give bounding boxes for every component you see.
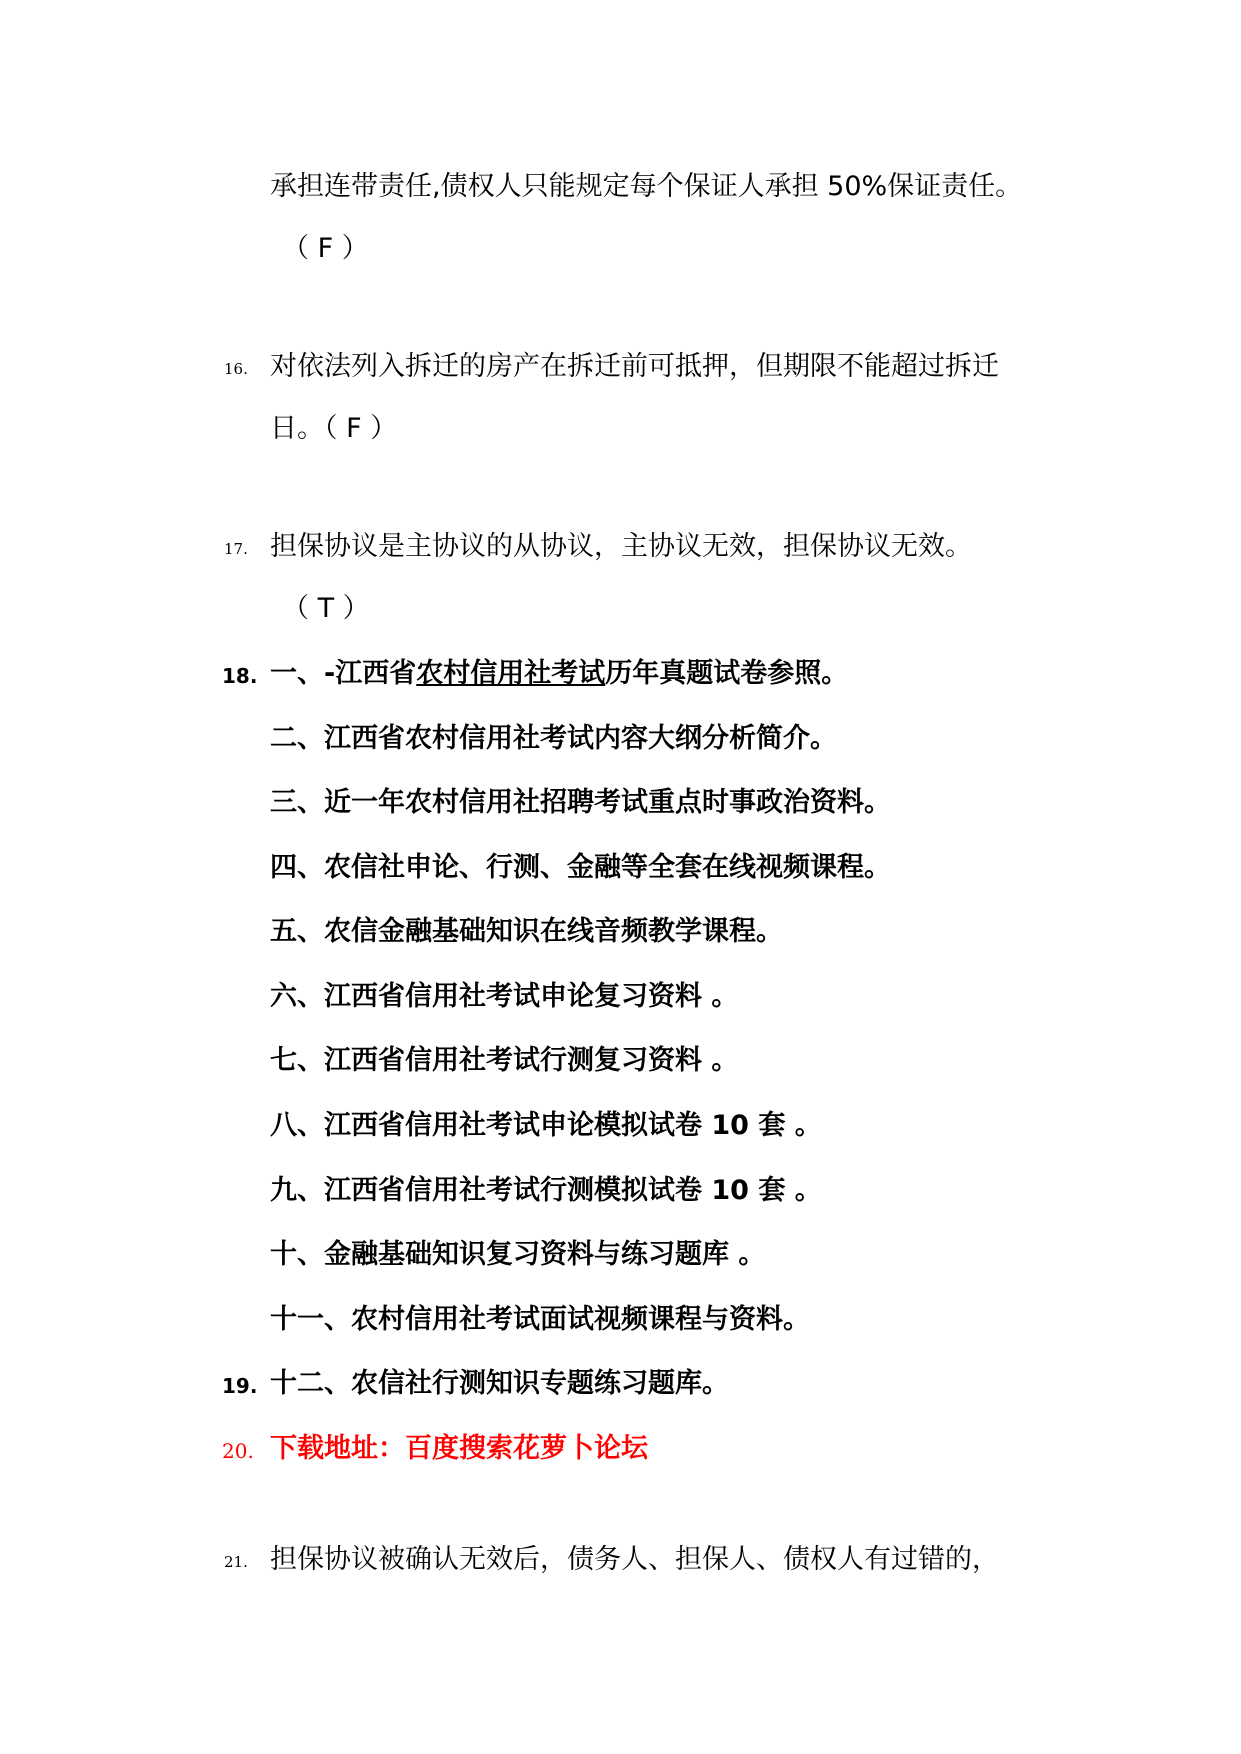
item18-first-suffix: 历年真题试卷参照。 [605,658,849,689]
item18-first-prefix: 一、-江西省 [270,658,417,689]
item16-line2: 日。（ F ） [270,413,398,444]
item17-line1: 担保协议是主协议的从协议，主协议无效，担保协议无效。 [270,531,972,562]
item15-line1: 承担连带责任,债权人只能规定每个保证人承担 50%保证责任。 [270,171,1023,202]
item15-answer: （ F ） [282,233,369,264]
item18-line-11: 十一、农村信用社考试面试视频课程与资料。 [270,1304,810,1335]
item18-line-7: 七、江西省信用社考试行测复习资料 。 [270,1045,739,1076]
item19-text: 十二、农信社行测知识专题练习题库。 [270,1368,729,1399]
item18-line-10: 十、金融基础知识复习资料与练习题库 。 [270,1239,766,1270]
item17-number: 17. [224,540,248,558]
item18-first-link[interactable]: 农村信用社考试 [416,658,606,689]
item16-number: 16. [224,360,248,378]
item21-number: 21. [224,1553,248,1571]
item18-line-4: 四、农信社申论、行测、金融等全套在线视频课程。 [270,852,891,883]
item18-line-2: 二、江西省农村信用社考试内容大纲分析简介。 [270,723,837,754]
item19-number: 19. [222,1374,258,1398]
item18-line-5: 五、农信金融基础知识在线音频教学课程。 [270,916,783,947]
item20-download-text[interactable]: 下载地址：百度搜索花萝卜论坛 [270,1433,648,1464]
item20-number: 20. [222,1439,254,1463]
item16-line1: 对依法列入拆迁的房产在拆迁前可抵押，但期限不能超过拆迁 [270,351,999,382]
item17-answer: （ T ） [282,593,370,624]
item18-first-line [270,657,848,691]
item18-line-6: 六、江西省信用社考试申论复习资料 。 [270,981,739,1012]
item18-line-3: 三、近一年农村信用社招聘考试重点时事政治资料。 [270,787,891,818]
item21-text: 担保协议被确认无效后，债务人、担保人、债权人有过错的， [270,1544,999,1575]
item18-line-8: 八、江西省信用社考试申论模拟试卷 10 套 。 [270,1110,822,1141]
item18-line-9: 九、江西省信用社考试行测模拟试卷 10 套 。 [270,1175,822,1206]
item18-number: 18. [222,664,258,688]
